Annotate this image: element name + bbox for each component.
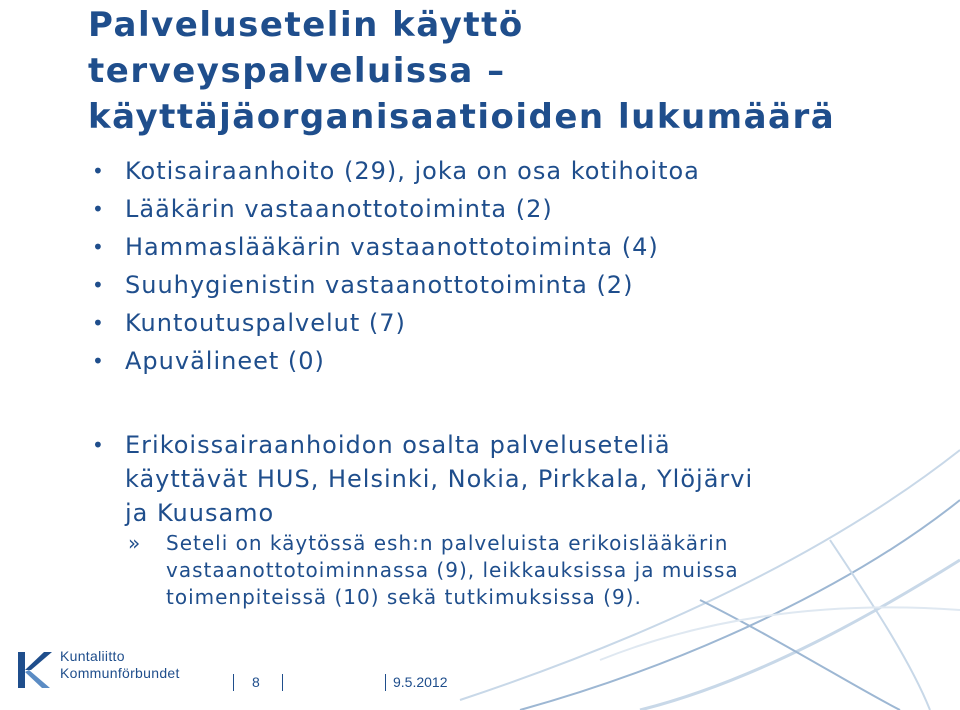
list-item: • Lääkärin vastaanottotoiminta (2) — [92, 190, 932, 228]
specialist-line-3: ja Kuusamo — [125, 499, 275, 527]
kuntaliitto-logo — [14, 648, 214, 694]
title-line-2: terveyspalveluissa – — [88, 51, 506, 91]
logo-text-line-2: Kommunförbundet — [60, 665, 180, 681]
title-line-1: Palvelusetelin käyttö — [88, 5, 524, 45]
list-item-specialist — [92, 428, 852, 530]
list-item: • Suuhygienistin vastaanottotoiminta (2) — [92, 266, 932, 304]
sub-bullet — [128, 530, 828, 611]
footer-divider — [233, 674, 234, 691]
service-list — [92, 152, 932, 380]
footer-date: 9.5.2012 — [393, 674, 448, 690]
slide-title — [88, 2, 928, 140]
bullet-icon: • — [92, 197, 105, 221]
bullet-icon: • — [92, 235, 105, 259]
list-item: • Kotisairaanhoito (29), joka on osa kotihoitoa — [92, 152, 932, 190]
chevron-right-icon: » — [128, 531, 142, 555]
specialist-list — [92, 428, 852, 530]
list-item: • Apuvälineet (0) — [92, 342, 932, 380]
sub-bullet-line-1: Seteli on käytössä esh:n palveluista erikoislääkärin — [166, 531, 729, 555]
specialist-line-2: käyttävät HUS, Helsinki, Nokia, Pirkkala, Ylöjärvi — [125, 465, 754, 493]
footer-divider — [282, 674, 283, 691]
sub-bullet-line-2: vastaanottotoiminnassa (9), leikkauksissa ja muissa — [166, 558, 739, 582]
logo-text-line-1: Kuntaliitto — [60, 648, 125, 664]
bullet-icon: • — [92, 159, 105, 183]
bullet-icon: • — [92, 273, 105, 297]
bullet-icon: • — [92, 433, 105, 457]
sub-bullet-line-3: toimenpiteissä (10) sekä tutkimuksissa (9). — [166, 585, 642, 609]
title-line-3: käyttäjäorganisaatioiden lukumäärä — [88, 97, 836, 137]
page-number: 8 — [252, 674, 260, 690]
list-item: • Hammaslääkärin vastaanottotoiminta (4) — [92, 228, 932, 266]
footer-divider — [385, 674, 386, 691]
specialist-line-1: Erikoissairaanhoidon osalta palveluseteliä — [125, 431, 671, 459]
bullet-icon: • — [92, 311, 105, 335]
bullet-icon: • — [92, 349, 105, 373]
kuntaliitto-k-logo-icon — [14, 648, 54, 692]
list-item: • Kuntoutuspalvelut (7) — [92, 304, 932, 342]
